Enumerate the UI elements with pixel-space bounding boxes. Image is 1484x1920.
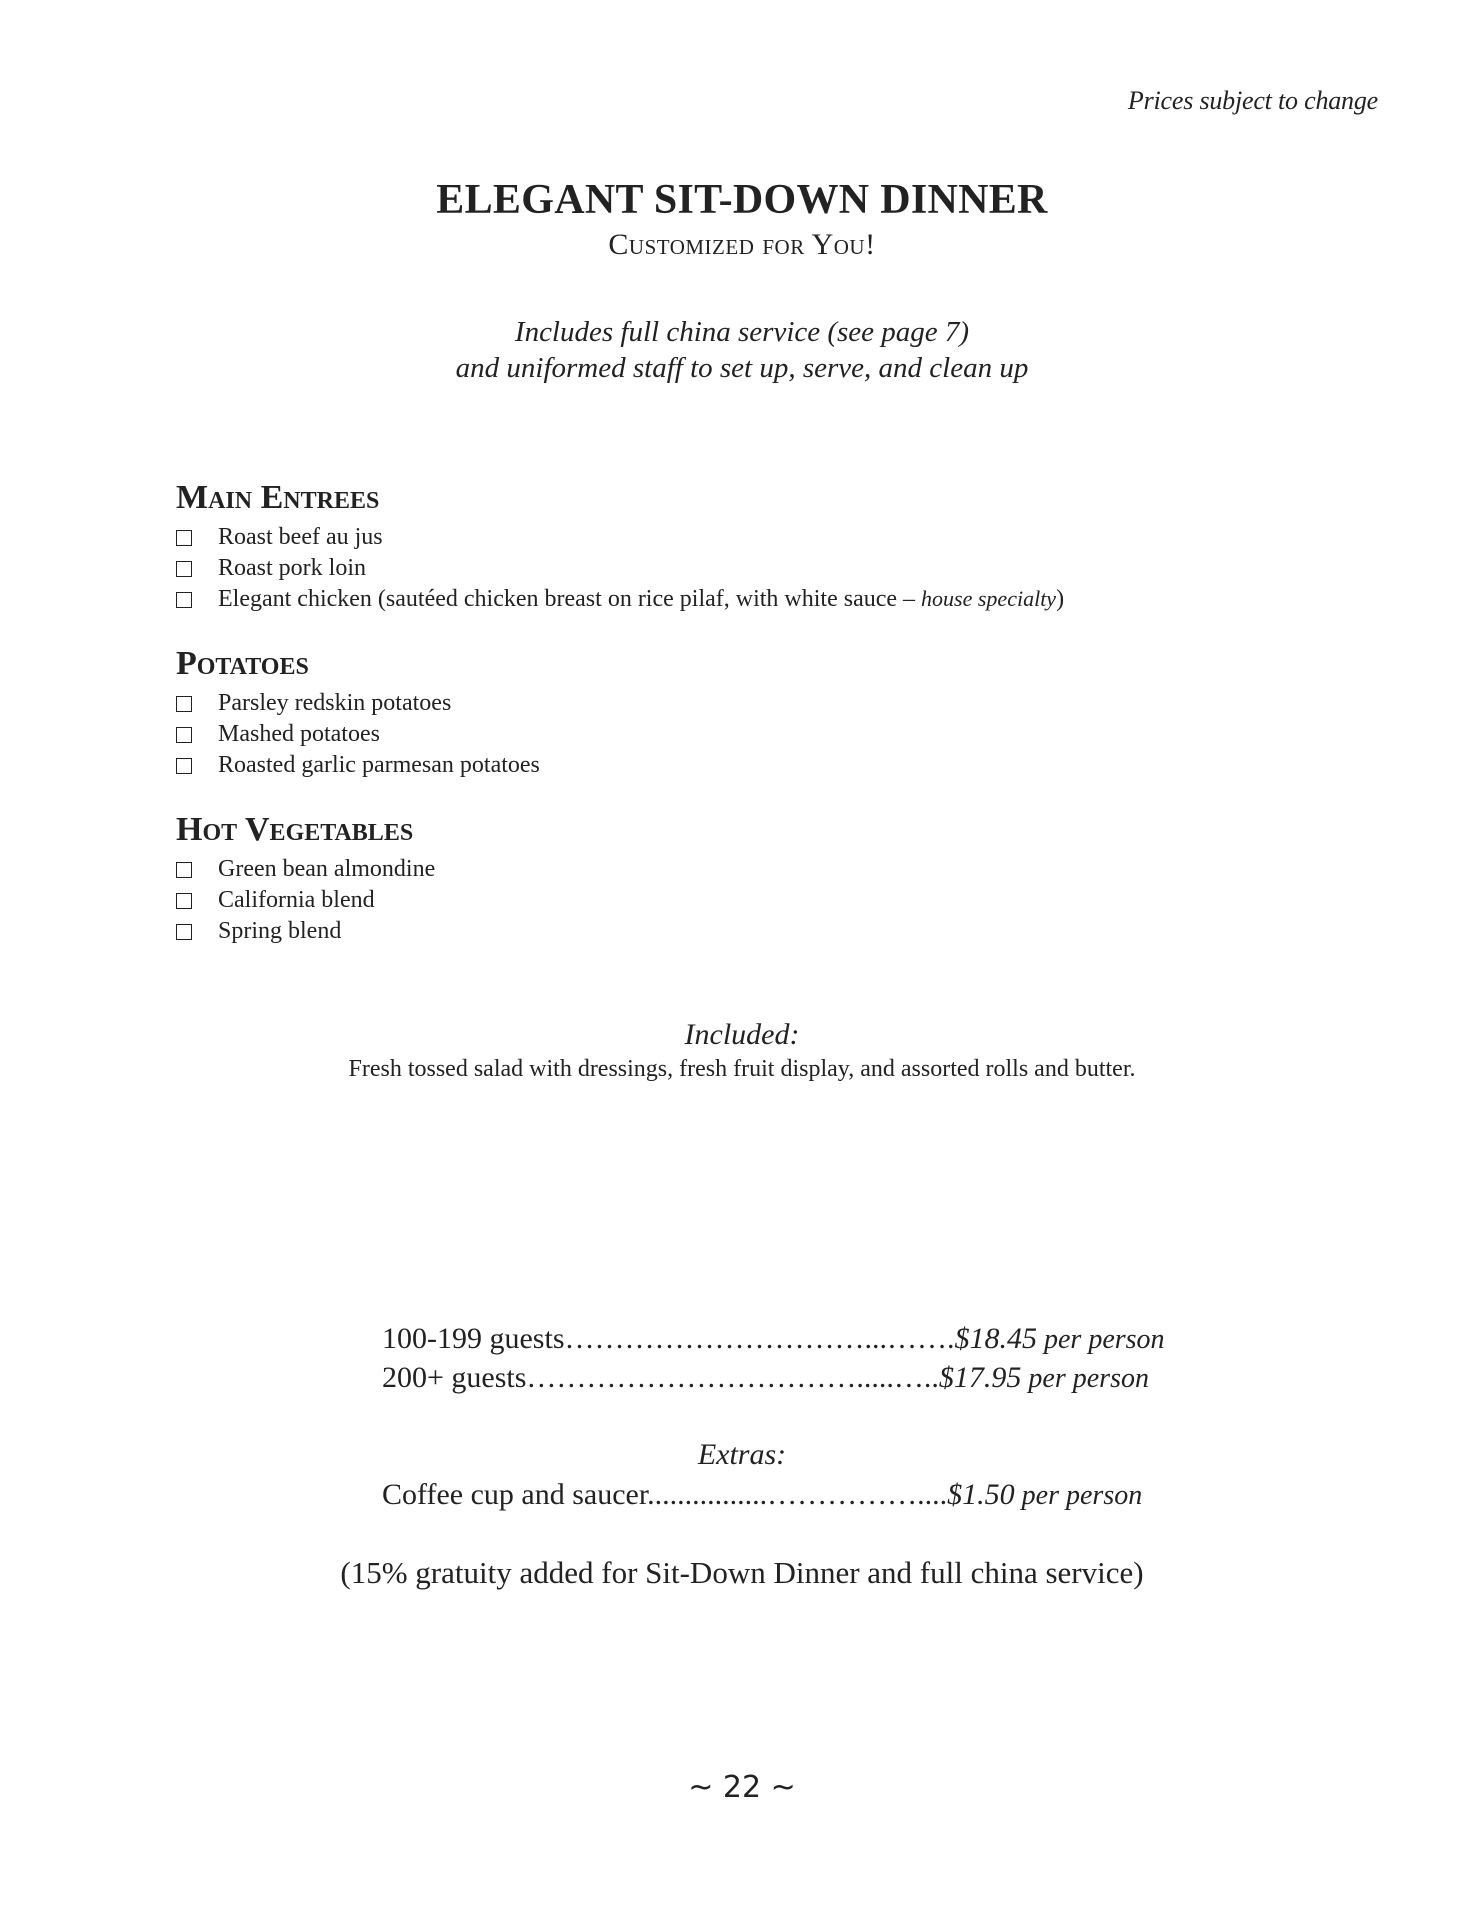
list-item: [176, 719, 1376, 750]
intro-line-1: Includes full china service (see page 7): [514, 316, 970, 348]
list-item: [176, 584, 1376, 615]
checkbox[interactable]: [176, 862, 192, 878]
list-item: [176, 916, 1376, 947]
extras-label: Extras:: [697, 1438, 787, 1471]
checkbox[interactable]: [176, 561, 192, 577]
extra-price-row: [382, 1478, 1192, 1512]
section-potatoes: [176, 644, 1376, 781]
gratuity-note: (15% gratuity added for Sit-Down Dinner and full china service): [340, 1555, 1144, 1590]
section-main-entrees: [176, 478, 1376, 615]
list-item: [176, 522, 1376, 553]
included-label: Included:: [684, 1018, 800, 1051]
price-label: 200+ guests: [382, 1361, 527, 1394]
prices-notice: Prices subject to change: [1127, 86, 1378, 115]
page-number: ~ 22 ~: [688, 1770, 796, 1805]
item-label: Spring blend: [218, 918, 342, 944]
list-item: [176, 688, 1376, 719]
item-label: Green bean almondine: [218, 856, 436, 882]
section-heading: Potatoes: [176, 645, 309, 682]
section-hot-vegetables: [176, 810, 1376, 947]
list-item: [176, 553, 1376, 584]
price-value: $18.45: [954, 1322, 1037, 1355]
list-item: [176, 854, 1376, 885]
list-item: [176, 750, 1376, 781]
item-label: Parsley redskin potatoes: [218, 690, 452, 716]
price-unit: per person: [1021, 1363, 1149, 1394]
checkbox[interactable]: [176, 727, 192, 743]
checkbox[interactable]: [176, 758, 192, 774]
intro-line-2: and uniformed staff to set up, serve, and clean up: [455, 352, 1029, 384]
list-item: [176, 885, 1376, 916]
page-title: ELEGANT SIT-DOWN DINNER: [436, 177, 1048, 223]
dot-leader: …………………………...…….: [564, 1322, 955, 1355]
checkbox[interactable]: [176, 924, 192, 940]
price-row: [382, 1361, 1192, 1395]
price-label: 100-199 guests: [382, 1322, 565, 1355]
dot-leader: ................……………....: [647, 1478, 948, 1511]
checkbox[interactable]: [176, 530, 192, 546]
price-label: Coffee cup and saucer: [382, 1478, 648, 1511]
section-heading: Hot Vegetables: [176, 811, 414, 848]
dot-leader: …………………………….....…..: [526, 1361, 939, 1394]
item-label: Mashed potatoes: [218, 721, 380, 747]
price-row: [382, 1322, 1192, 1356]
checkbox[interactable]: [176, 893, 192, 909]
item-label: Roast pork loin: [218, 555, 366, 581]
item-label: Roast beef au jus: [218, 524, 383, 550]
house-specialty-note: house specialty: [921, 586, 1057, 611]
price-unit: per person: [1014, 1480, 1143, 1511]
section-heading: Main Entrees: [176, 479, 380, 516]
checkbox[interactable]: [176, 592, 192, 608]
item-text-close: ): [1056, 586, 1065, 612]
item-label: California blend: [218, 887, 375, 913]
included-text: Fresh tossed salad with dressings, fresh fruit display, and assorted rolls and butter.: [348, 1056, 1136, 1082]
price-value: $17.95: [938, 1361, 1022, 1394]
price-unit: per person: [1037, 1324, 1165, 1355]
page-subtitle: Customized for You!: [608, 228, 876, 261]
item-label: Roasted garlic parmesan potatoes: [218, 752, 540, 778]
price-value: $1.50: [947, 1478, 1015, 1511]
checkbox[interactable]: [176, 696, 192, 712]
item-label: [218, 586, 1064, 613]
item-text: Elegant chicken (sautéed chicken breast on rice pilaf, with white sauce –: [218, 586, 922, 612]
